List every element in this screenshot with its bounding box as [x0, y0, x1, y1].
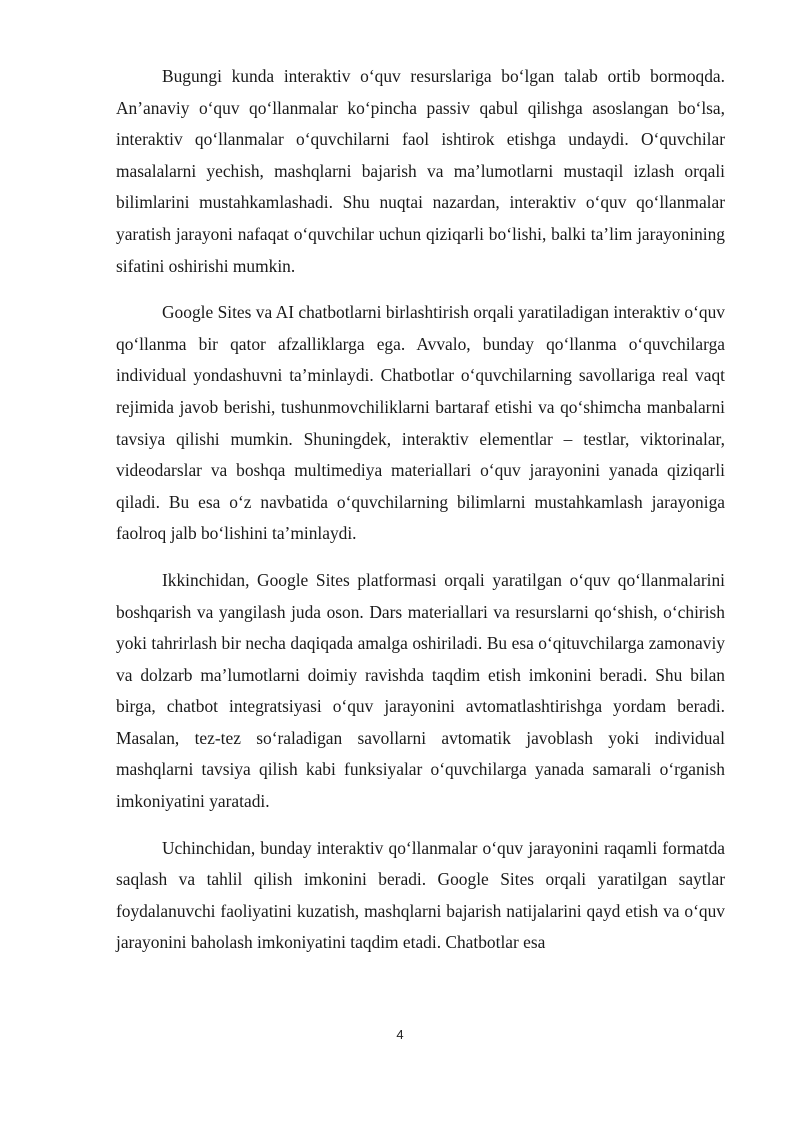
- paragraph-2: Google Sites va AI chatbotlarni birlashtirish orqali yaratiladigan interaktiv o‘quv qo‘llanma bir qator afzalliklarga ega. Avvalo, bunday qo‘llanma o‘quvchilarga individual yondashuvni ta’minlaydi. Chatbotlar o‘quvchilarning savollariga real vaqt rejimida javob berishi, tushunmovchiliklarni bartaraf etishi va qo‘shimcha manbalarni tavsiya qilishi mumkin. Shuningdek, interaktiv elementlar – testlar, viktorinalar, videodarslar va boshqa multimediya materiallari o‘quv jarayonini yanada qiziqarli qiladi. Bu esa o‘z navbatida o‘quvchilarning bilimlarni mustahkamlash jarayoniga faolroq jalb bo‘lishini ta’minlaydi.: [116, 302, 725, 544]
- page-number: 4: [396, 1027, 404, 1042]
- paragraph-4: Uchinchidan, bunday interaktiv qo‘llanmalar o‘quv jarayonini raqamli formatda saqlash va tahlil qilish imkonini beradi. Google Sites orqali yaratilgan saytlar foydalanuvchi faoliyatini kuzatish, mashqlarni bajarish natijalarini qayd etish va o‘quv jarayonini baholash imkoniyatini taqdim etadi. Chatbotlar esa: [116, 837, 725, 953]
- body-text: [116, 61, 725, 974]
- paragraph-3: Ikkinchidan, Google Sites platformasi orqali yaratilgan o‘quv qo‘llanmalarini boshqarish va yangilash juda oson. Dars materiallari va resurslarni qo‘shish, o‘chirish yoki tahrirlash bir necha daqiqada amalga oshiriladi. Bu esa o‘qituvchilarga zamonaviy va dolzarb ma’lumotlarni doimiy ravishda taqdim etish imkonini beradi. Shu bilan birga, chatbot integratsiyasi o‘quv jarayonini avtomatlashtirishga yordam beradi. Masalan, tez-tez so‘raladigan savollarni avtomatik javoblash yoki individual mashqlarni tavsiya qilish kabi funksiyalar o‘quvchilarga yanada samarali o‘rganish imkoniyatini yaratadi.: [116, 569, 725, 812]
- paragraph-1: Bugungi kunda interaktiv o‘quv resurslariga bo‘lgan talab ortib bormoqda. An’anaviy o‘quv qo‘llanmalar ko‘pincha passiv qabul qilishga asoslangan bo‘lsa, interaktiv qo‘llanmalar o‘quvchilarni faol ishtirok etishga undaydi. O‘quvchilar masalalarni yechish, mashqlarni bajarish va ma’lumotlarni mustaqil izlash orqali bilimlarini mustahkamlashadi. Shu nuqtai nazardan, interaktiv o‘quv qo‘llanmalar yaratish jarayoni nafaqat o‘quvchilar uchun qiziqarli bo‘lishi, balki ta’lim jarayonining sifatini oshirishi mumkin.: [116, 66, 725, 276]
